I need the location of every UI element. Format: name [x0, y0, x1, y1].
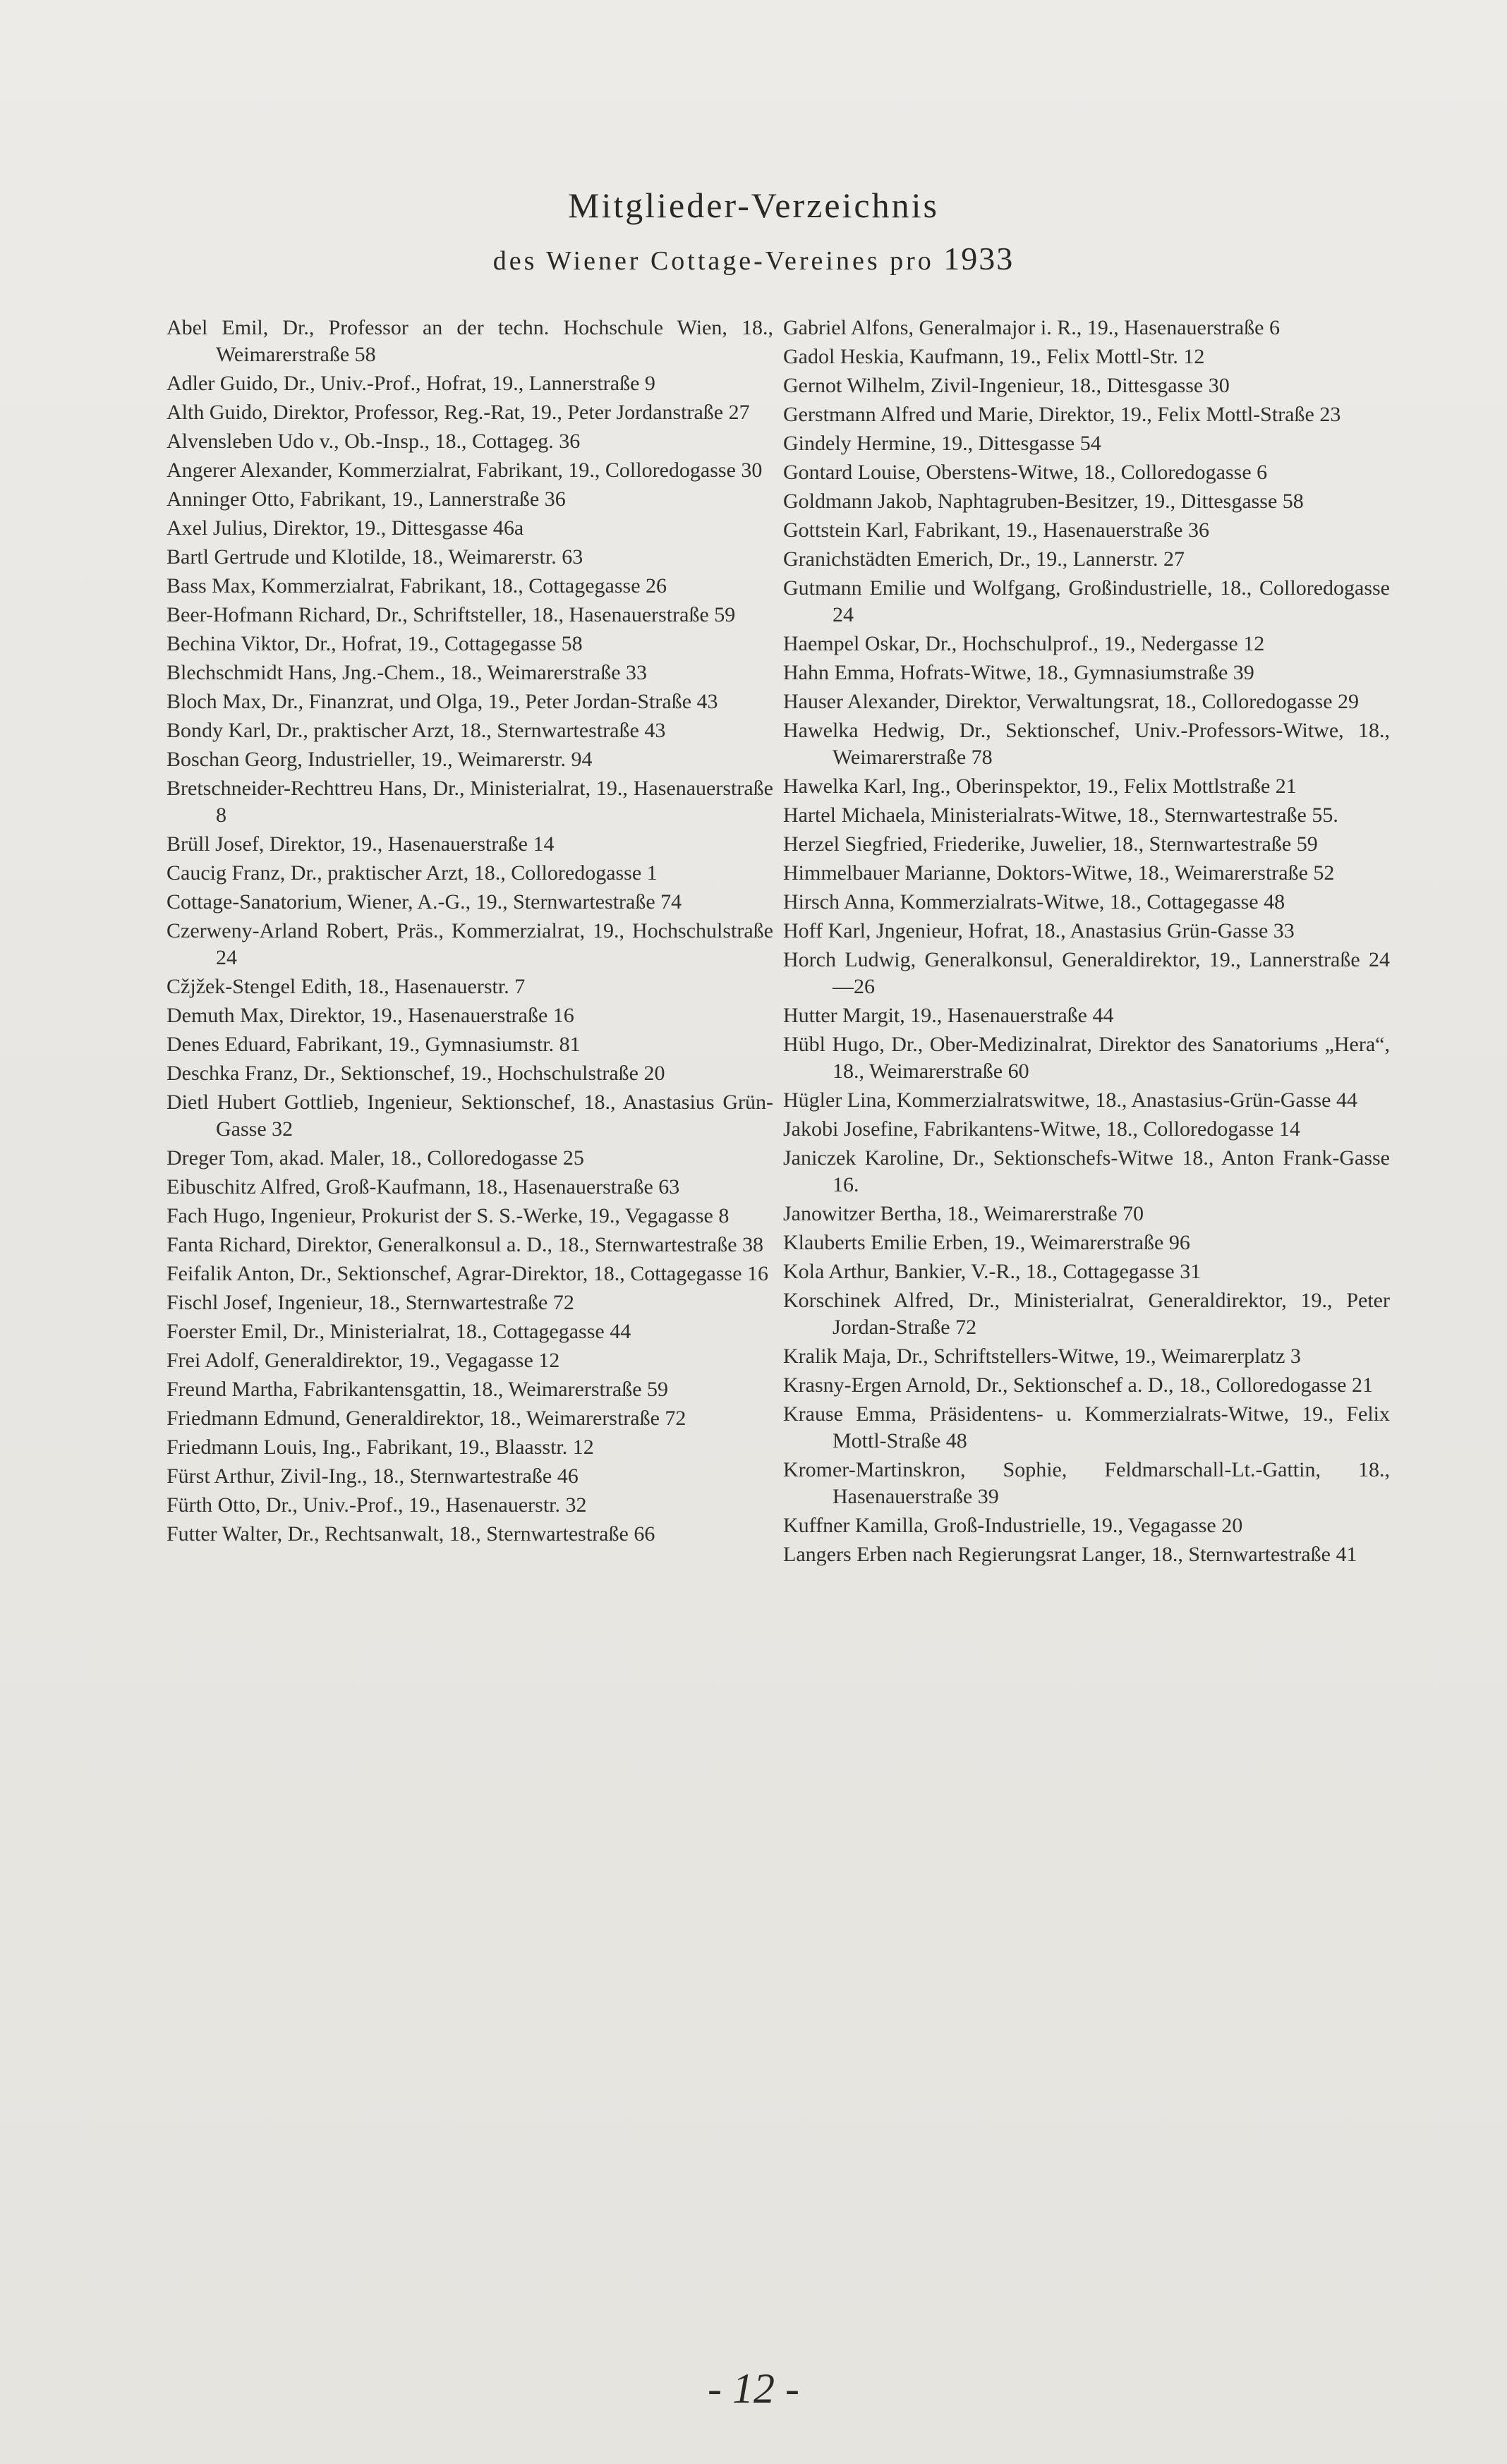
- subtitle-year: 1933: [943, 241, 1015, 277]
- member-entry: Janiczek Karoline, Dr., Sektionschefs-Witwe 18., Anton Frank-Gasse 16.: [783, 1146, 1390, 1196]
- member-entry: Hawelka Hedwig, Dr., Sektionschef, Univ.-Professors-Witwe, 18., Weimarerstraße 78: [783, 719, 1390, 769]
- member-entry: Freund Martha, Fabrikantensgattin, 18., Weimarerstraße 59: [167, 1378, 669, 1401]
- member-entry: Foerster Emil, Dr., Ministerialrat, 18., Cottagegasse 44: [167, 1320, 631, 1343]
- member-entry: Haempel Oskar, Dr., Hochschulprof., 19., Nedergasse 12: [783, 632, 1265, 655]
- member-entry: Anninger Otto, Fabrikant, 19., Lannerstraße 36: [167, 487, 566, 511]
- member-entry: Fach Hugo, Ingenieur, Prokurist der S. S.-Werke, 19., Vegagasse 8: [167, 1204, 730, 1227]
- member-entry: Hutter Margit, 19., Hasenauerstraße 44: [783, 1004, 1114, 1027]
- member-entry: Friedmann Edmund, Generaldirektor, 18., Weimarerstraße 72: [167, 1407, 686, 1430]
- member-entry: Blechschmidt Hans, Jng.-Chem., 18., Weimarerstraße 33: [167, 661, 648, 684]
- member-entry: Gabriel Alfons, Generalmajor i. R., 19., Hasenauerstraße 6: [783, 316, 1280, 339]
- member-entry: Adler Guido, Dr., Univ.-Prof., Hofrat, 19., Lannerstraße 9: [167, 372, 655, 395]
- member-entry: Hahn Emma, Hofrats-Witwe, 18., Gymnasiumstraße 39: [783, 661, 1254, 684]
- member-entry: Denes Eduard, Fabrikant, 19., Gymnasiumstr. 81: [167, 1033, 581, 1056]
- member-entry: Kuffner Kamilla, Groß-Industrielle, 19., Vegagasse 20: [783, 1514, 1243, 1537]
- member-entry: Kola Arthur, Bankier, V.-R., 18., Cottagegasse 31: [783, 1260, 1202, 1283]
- member-entry: Dreger Tom, akad. Maler, 18., Colloredogasse 25: [167, 1146, 584, 1170]
- member-entry: Cottage-Sanatorium, Wiener, A.-G., 19., Sternwartestraße 74: [167, 890, 682, 914]
- member-entry: Granichstädten Emerich, Dr., 19., Lannerstr. 27: [783, 547, 1185, 571]
- member-entry: Caucig Franz, Dr., praktischer Arzt, 18., Colloredogasse 1: [167, 861, 658, 885]
- member-entry: Hartel Michaela, Ministerialrats-Witwe, 18., Sternwartestraße 55.: [783, 803, 1338, 827]
- member-entry: Hübl Hugo, Dr., Ober-Medizinalrat, Direktor des Sanatoriums „Hera“, 18., Weimarerstraße 60: [783, 1033, 1390, 1083]
- member-entry: Angerer Alexander, Kommerzialrat, Fabrikant, 19., Colloredogasse 30: [167, 459, 763, 482]
- member-entry: Gutmann Emilie und Wolfgang, Großindustrielle, 18., Colloredogasse 24: [783, 576, 1390, 626]
- member-entry: Fürth Otto, Dr., Univ.-Prof., 19., Hasenauerstr. 32: [167, 1493, 587, 1517]
- member-entry: Fanta Richard, Direktor, Generalkonsul a. D., 18., Sternwartestraße 38: [167, 1233, 764, 1256]
- member-entry: Gernot Wilhelm, Zivil-Ingenieur, 18., Dittesgasse 30: [783, 374, 1230, 397]
- member-entry: Frei Adolf, Generaldirektor, 19., Vegagasse 12: [167, 1349, 560, 1372]
- member-entry: Kromer-Martinskron, Sophie, Feldmarschall-Lt.-Gattin, 18., Hasenauerstraße 39: [783, 1458, 1390, 1508]
- member-entry: Hirsch Anna, Kommerzialrats-Witwe, 18., Cottagegasse 48: [783, 890, 1285, 914]
- member-list-right-column: [783, 315, 1390, 1570]
- page-title: Mitglieder-Verzeichnis: [568, 186, 939, 225]
- member-entry: Bartl Gertrude und Klotilde, 18., Weimarerstr. 63: [167, 545, 583, 569]
- member-entry: Alvensleben Udo v., Ob.-Insp., 18., Cottageg. 36: [167, 430, 581, 453]
- subtitle-text: des Wiener Cottage-Vereines pro: [492, 246, 934, 276]
- member-entry: Krasny-Ergen Arnold, Dr., Sektionschef a. D., 18., Colloredogasse 21: [783, 1373, 1373, 1397]
- member-entry: Goldmann Jakob, Naphtagruben-Besitzer, 19., Dittesgasse 58: [783, 490, 1304, 513]
- member-entry: Himmelbauer Marianne, Doktors-Witwe, 18., Weimarerstraße 52: [783, 861, 1335, 885]
- member-entry: Bass Max, Kommerzialrat, Fabrikant, 18., Cottagegasse 26: [167, 574, 667, 597]
- member-entry: Bechina Viktor, Dr., Hofrat, 19., Cottagegasse 58: [167, 632, 583, 655]
- member-entry: Bloch Max, Dr., Finanzrat, und Olga, 19., Peter Jordan-Straße 43: [167, 690, 718, 713]
- member-entry: Eibuschitz Alfred, Groß-Kaufmann, 18., Hasenauerstraße 63: [167, 1175, 680, 1198]
- member-entry: Gottstein Karl, Fabrikant, 19., Hasenauerstraße 36: [783, 518, 1209, 542]
- member-entry: Janowitzer Bertha, 18., Weimarerstraße 70: [783, 1202, 1144, 1225]
- member-entry: Cžjžek-Stengel Edith, 18., Hasenauerstr. 7: [167, 975, 526, 998]
- page-number: - 12 -: [708, 2365, 799, 2412]
- member-entry: Friedmann Louis, Ing., Fabrikant, 19., Blaasstr. 12: [167, 1436, 594, 1459]
- member-entry: Beer-Hofmann Richard, Dr., Schriftsteller, 18., Hasenauerstraße 59: [167, 603, 736, 626]
- member-entry: Gadol Heskia, Kaufmann, 19., Felix Mottl-Str. 12: [783, 345, 1205, 368]
- member-entry: Klauberts Emilie Erben, 19., Weimarerstraße 96: [783, 1231, 1190, 1254]
- member-entry: Brüll Josef, Direktor, 19., Hasenauerstraße 14: [167, 832, 555, 856]
- member-entry: Futter Walter, Dr., Rechtsanwalt, 18., Sternwartestraße 66: [167, 1522, 655, 1546]
- member-entry: Hügler Lina, Kommerzialratswitwe, 18., Anastasius-Grün-Gasse 44: [783, 1088, 1357, 1112]
- member-entry: Hawelka Karl, Ing., Oberinspektor, 19., Felix Mottlstraße 21: [783, 775, 1297, 798]
- member-entry: Gontard Louise, Oberstens-Witwe, 18., Colloredogasse 6: [783, 461, 1268, 484]
- member-entry: Alth Guido, Direktor, Professor, Reg.-Rat, 19., Peter Jordanstraße 27: [167, 401, 750, 424]
- member-entry: Dietl Hubert Gottlieb, Ingenieur, Sektionschef, 18., Anastasius Grün-Gasse 32: [167, 1091, 773, 1141]
- member-entry: Hoff Karl, Jngenieur, Hofrat, 18., Anastasius Grün-Gasse 33: [783, 919, 1295, 942]
- member-entry: Langers Erben nach Regierungsrat Langer, 18., Sternwartestraße 41: [783, 1543, 1357, 1566]
- member-entry: Gerstmann Alfred und Marie, Direktor, 19., Felix Mottl-Straße 23: [783, 403, 1341, 426]
- member-entry: Feifalik Anton, Dr., Sektionschef, Agrar-Direktor, 18., Cottagegasse 16: [167, 1262, 769, 1285]
- member-entry: Demuth Max, Direktor, 19., Hasenauerstraße 16: [167, 1004, 574, 1027]
- member-entry: Herzel Siegfried, Friederike, Juwelier, 18., Sternwartestraße 59: [783, 832, 1318, 856]
- member-entry: Czerweny-Arland Robert, Präs., Kommerzialrat, 19., Hochschulstraße 24: [167, 919, 773, 969]
- member-entry: Kralik Maja, Dr., Schriftstellers-Witwe, 19., Weimarerplatz 3: [783, 1345, 1301, 1368]
- member-entry: Axel Julius, Direktor, 19., Dittesgasse 46a: [167, 516, 524, 540]
- member-entry: Fürst Arthur, Zivil-Ing., 18., Sternwartestraße 46: [167, 1464, 579, 1488]
- member-entry: Krause Emma, Präsidentens- u. Kommerzialrats-Witwe, 19., Felix Mottl-Straße 48: [783, 1402, 1390, 1452]
- member-entry: Bondy Karl, Dr., praktischer Arzt, 18., Sternwartestraße 43: [167, 719, 666, 742]
- member-entry: Boschan Georg, Industrieller, 19., Weimarerstr. 94: [167, 748, 593, 771]
- page-subtitle: [0, 240, 1507, 277]
- member-entry: Fischl Josef, Ingenieur, 18., Sternwartestraße 72: [167, 1291, 574, 1314]
- member-entry: Korschinek Alfred, Dr., Ministerialrat, Generaldirektor, 19., Peter Jordan-Straße 72: [783, 1289, 1390, 1339]
- member-entry: Abel Emil, Dr., Professor an der techn. Hochschule Wien, 18., Weimarerstraße 58: [167, 316, 773, 366]
- member-entry: Horch Ludwig, Generalkonsul, Generaldirektor, 19., Lannerstraße 24—26: [783, 948, 1390, 998]
- member-entry: Hauser Alexander, Direktor, Verwaltungsrat, 18., Colloredogasse 29: [783, 690, 1360, 713]
- member-entry: Bretschneider-Rechttreu Hans, Dr., Ministerialrat, 19., Hasenauerstraße 8: [167, 777, 773, 827]
- member-list-left-column: [167, 315, 773, 1550]
- member-entry: Jakobi Josefine, Fabrikantens-Witwe, 18., Colloredogasse 14: [783, 1117, 1300, 1141]
- member-entry: Gindely Hermine, 19., Dittesgasse 54: [783, 432, 1101, 455]
- member-entry: Deschka Franz, Dr., Sektionschef, 19., Hochschulstraße 20: [167, 1062, 665, 1085]
